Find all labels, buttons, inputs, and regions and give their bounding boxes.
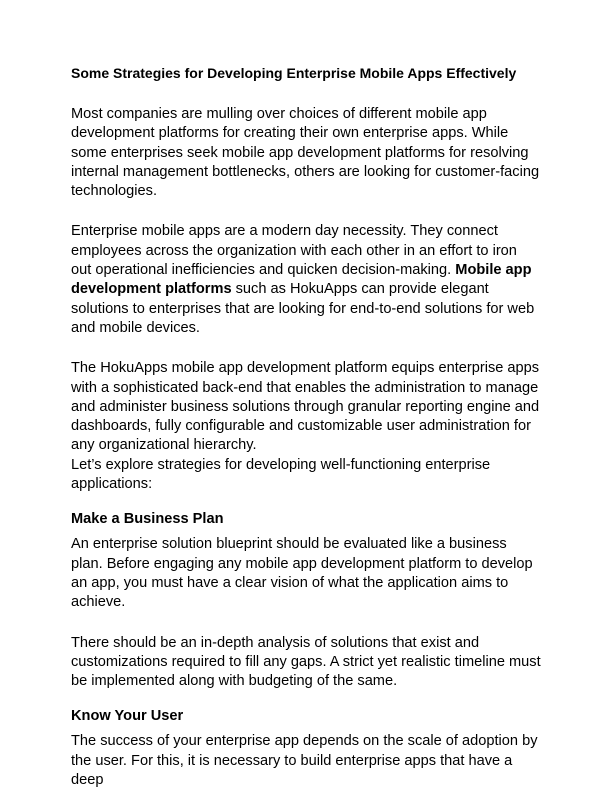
paragraph-spacer bbox=[71, 691, 541, 706]
platform-paragraph: The HokuApps mobile app development platform equips enterprise apps with a sophisticated back-end that enables the administration to manage and administer business solutions through granular reporting engine and dashboards, fully configurable and customizable user administration for any organizational hierarchy. bbox=[71, 360, 540, 454]
business-plan-paragraph-1: An enterprise solution blueprint should be evaluated like a business plan. Before engaging any mobile app development platform to develop an app, you must have a clear vision of what the application aims to achieve. bbox=[71, 536, 533, 611]
paragraph-spacer bbox=[71, 613, 541, 634]
document-body bbox=[71, 63, 541, 790]
paragraph-text: such as HokuApps can provide elegant solutions to enterprises that are looking for end-to-end solutions for web and mobile devices. bbox=[71, 281, 535, 336]
document-title: Some Strategies for Developing Enterprise Mobile Apps Effectively bbox=[71, 65, 517, 81]
section-heading-know-user: Know Your User bbox=[71, 708, 184, 725]
paragraph-spacer bbox=[71, 338, 541, 359]
section-heading-business-plan: Make a Business Plan bbox=[71, 511, 224, 528]
explore-paragraph: Let’s explore strategies for developing well-functioning enterprise applications: bbox=[71, 456, 491, 493]
know-user-paragraph-1: The success of your enterprise app depends on the scale of adoption by the user. For this, it is necessary to build enterprise apps that have a deep bbox=[71, 733, 538, 789]
paragraph-text: Enterprise mobile apps are a modern day necessity. They connect employees across the organization with each other in an effort to iron out operational inefficiencies and quicken decision-making. bbox=[71, 223, 517, 279]
enterprise-apps-paragraph bbox=[71, 222, 541, 338]
paragraph-spacer bbox=[71, 201, 541, 222]
bold-phrase: Mobile app development platforms bbox=[71, 262, 532, 298]
paragraph-spacer bbox=[71, 494, 541, 509]
intro-paragraph: Most companies are mulling over choices of different mobile app development platforms for creating their own enterprise apps. While some enterprises seek mobile app development platforms for resolving internal management bottlenecks, others are looking for customer-facing technologies. bbox=[71, 106, 540, 200]
business-plan-paragraph-2: There should be an in-depth analysis of solutions that exist and customizations required to fill any gaps. A strict yet realistic timeline must be implemented along with budgeting of the same. bbox=[71, 634, 541, 690]
